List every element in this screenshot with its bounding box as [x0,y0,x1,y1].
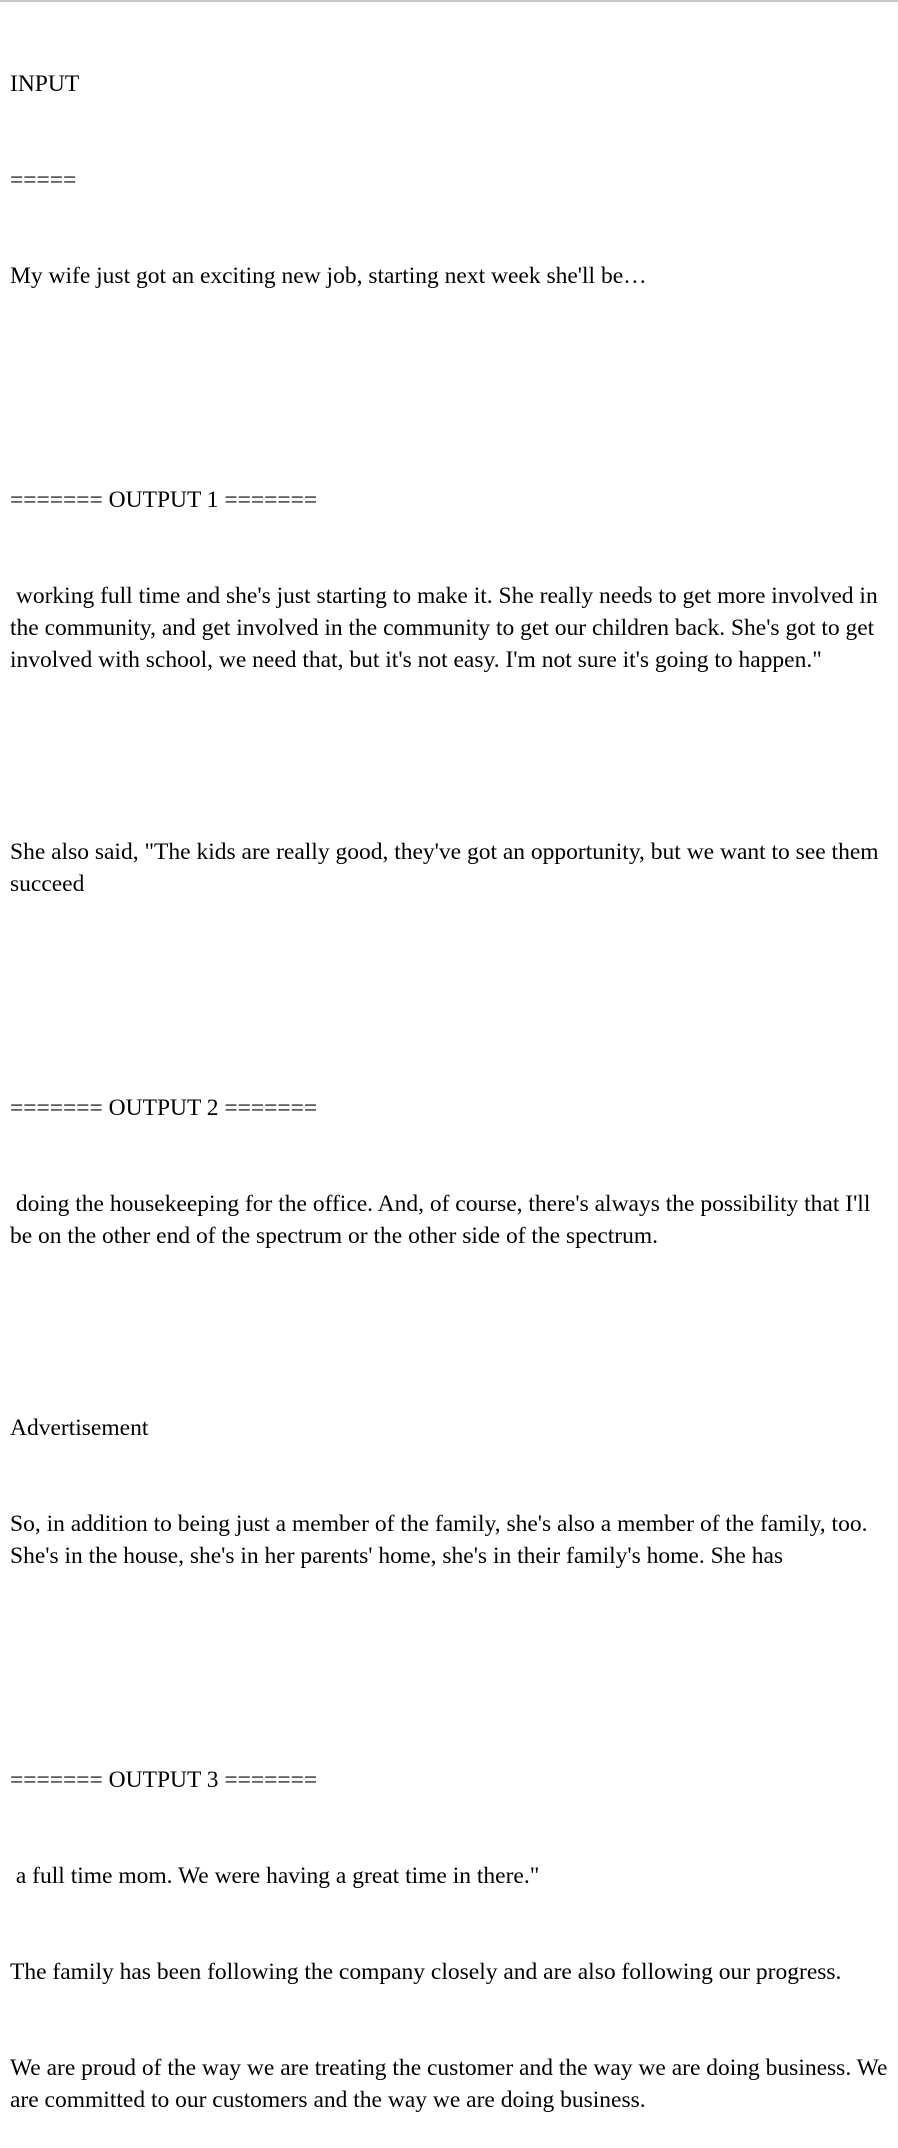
output-2-paragraph-2: So, in addition to being just a member of the family, she's also a member of the family, too. She's in the house, she's in her parents' home, she's in their family's home. She has [10,1511,874,1569]
spacer [10,1636,890,1668]
input-rule: ===== [10,167,77,193]
spacer [10,740,890,772]
spacer [10,356,890,388]
spacer [10,964,890,996]
output-2-advertisement-label: Advertisement [10,1415,149,1441]
output-1-paragraph-2: She also said, "The kids are really good, they've got an opportunity, but we want to see them succeed [10,839,885,897]
output-2-paragraph-1: doing the housekeeping for the office. And, of course, there's always the possibility that I'll be on the other end of the spectrum or the other side of the spectrum. [10,1191,877,1249]
output-3-paragraph-2: The family has been following the company closely and are also following our progress. [10,1959,842,1985]
output-3-paragraph-1: a full time mom. We were having a great time in there." [10,1863,540,1889]
output-3-header: ======= OUTPUT 3 ======= [10,1767,318,1793]
document-body [10,4,894,2148]
input-text: My wife just got an exciting new job, starting next week she'll be… [10,263,647,289]
spacer [10,1316,890,1348]
output-1-paragraph-1: working full time and she's just starting to make it. She really needs to get more involved in the community, and get involved in the community to get our children back. She's got to get involved with school, we need that, but it's not easy. I'm not sure it's going to happen." [10,583,884,673]
output-3-paragraph-3: We are proud of the way we are treating the customer and the way we are doing business. We are committed to our customers and the way we are doing business. [10,2055,894,2113]
output-1-header: ======= OUTPUT 1 ======= [10,487,318,513]
input-heading: INPUT [10,71,80,97]
output-2-header: ======= OUTPUT 2 ======= [10,1095,318,1121]
